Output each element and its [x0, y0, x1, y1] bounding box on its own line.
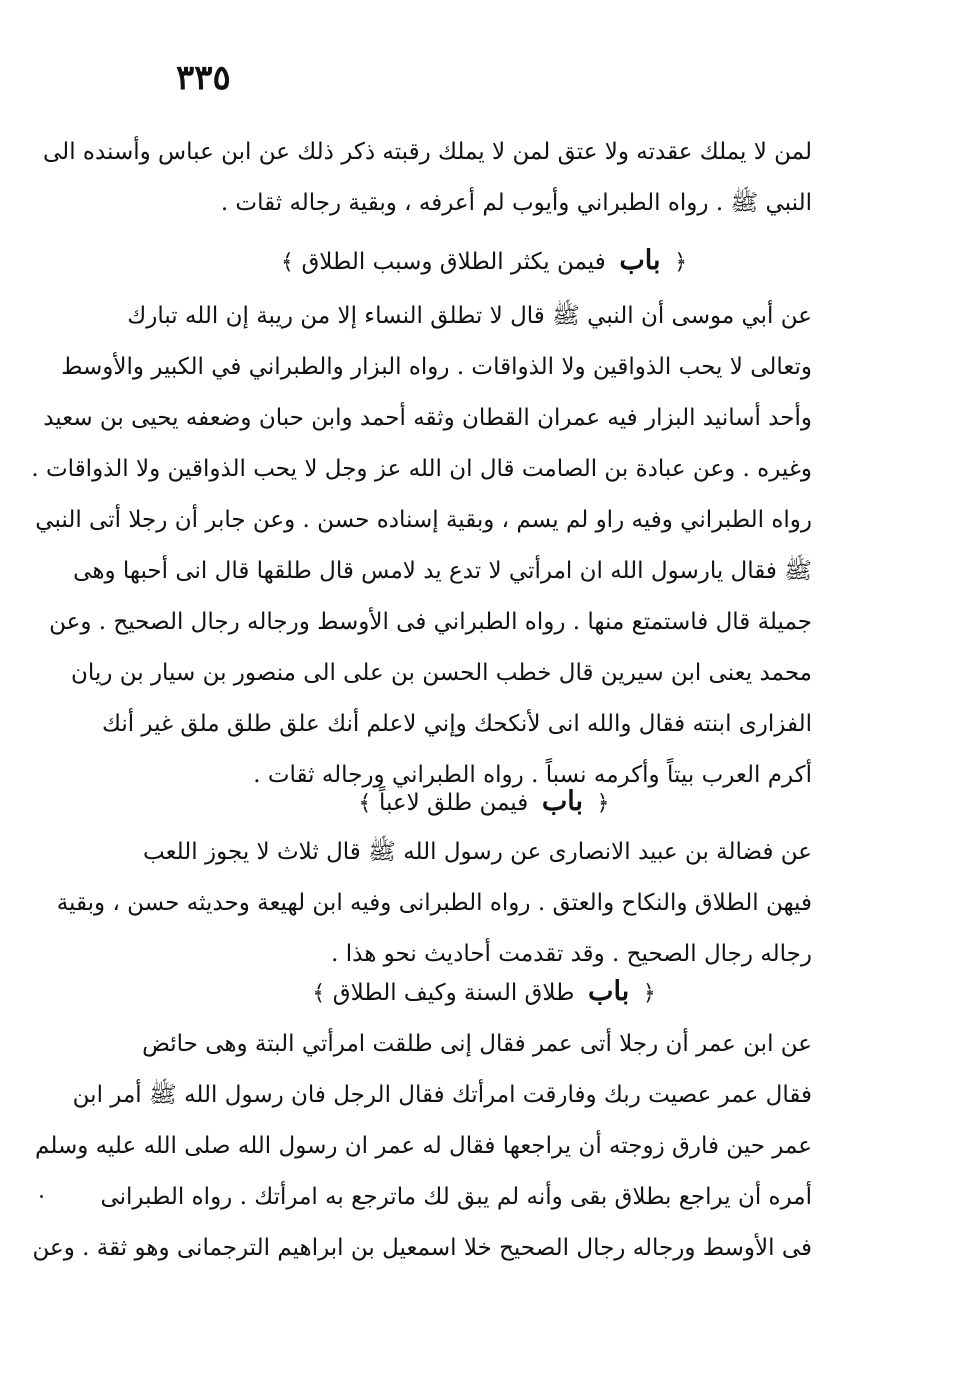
heading-bab-word: باب — [588, 976, 630, 1007]
text-line: عن فضالة بن عبيد الانصارى عن رسول الله ﷺ قال ثلاث لا يجوز اللعب — [143, 839, 812, 865]
heading-open-bracket: ﴿ — [674, 250, 688, 275]
text-line: فيهن الطلاق والنكاح والعتق . رواه الطبرانى وفيه ابن لهيعة وحديثه حسن ، وبقية — [56, 890, 812, 916]
text-line: وأحد أسانيد البزار فيه عمران القطان وثقه أحمد وابن حبان وضعفه يحيى بن سعيد — [43, 405, 812, 431]
text-line: رواه الطبراني وفيه راو لم يسم ، وبقية إسناده حسن . وعن جابر أن رجلا أتى النبي — [35, 507, 812, 533]
text-line: أكرم العرب بيتاً وأكرمه نسباً . رواه الطبراني ورجاله ثقات . — [253, 762, 812, 788]
paragraph-jest-divorce — [56, 827, 812, 980]
paragraph-sunnah-divorce — [32, 1019, 812, 1274]
text-line: النبي ﷺ . رواه الطبراني وأيوب لم أعرفه ، وبقية رجاله ثقات . — [220, 190, 812, 216]
heading-open-bracket: ﴿ — [596, 791, 610, 816]
text-line: عن ابن عمر أن رجلا أتى عمر فقال إنى طلقت امرأتي البتة وهى حائض — [142, 1031, 812, 1057]
heading-title: طلاق السنة وكيف الطلاق — [332, 980, 575, 1006]
heading-close-bracket: ﴾ — [312, 981, 326, 1006]
text-line: فقال عمر عصيت ربك وفارقت امرأتك فقال الرجل فان رسول الله ﷺ أمر ابن — [72, 1082, 812, 1108]
text-line: جميلة قال فاستمتع منها . رواه الطبراني فى الأوسط ورجاله رجال الصحيح . وعن — [49, 609, 812, 635]
text-line: الفزارى ابنته فقال والله انى لأنكحك وإني لاعلم أنك علق طلق ملق غير أنك — [101, 711, 812, 737]
chapter-heading — [156, 968, 812, 1016]
heading-title: فيمن طلق لاعباً — [378, 790, 529, 816]
chapter-heading — [156, 237, 812, 285]
paragraph-continuation — [43, 127, 812, 229]
heading-bab-word: باب — [619, 245, 661, 276]
heading-close-bracket: ﴾ — [280, 250, 294, 275]
text-line: أمره أن يراجع بطلاق بقى وأنه لم يبق لك ماترجع به امرأتك . رواه الطبرانى — [100, 1184, 812, 1210]
text-line: عمر حين فارق زوجته أن يراجعها فقال له عمر ان رسول الله صلى الله عليه وسلم — [35, 1133, 812, 1159]
text-line: وتعالى لا يحب الذواقين ولا الذواقات . رواه البزار والطبراني في الكبير والأوسط — [61, 354, 812, 380]
heading-close-bracket: ﴾ — [358, 791, 372, 816]
text-line: ﷺ فقال يارسول الله ان امرأتي لا تدع يد لامس قال طلقها قال انى أحبها وهى — [73, 558, 812, 584]
chapter-heading — [156, 778, 812, 826]
paragraph-hadith-divorce — [31, 291, 812, 801]
text-line: وغيره . وعن عبادة بن الصامت قال ان الله عز وجل لا يحب الذواقين ولا الذواقات . — [31, 456, 812, 482]
scan-speck — [40, 1195, 43, 1198]
text-line: عن أبي موسى أن النبي ﷺ قال لا تطلق النساء إلا من ريبة إن الله تبارك — [127, 303, 812, 329]
heading-open-bracket: ﴿ — [642, 981, 656, 1006]
text-line: لمن لا يملك عقدته ولا عتق لمن لا يملك رقبته ذكر ذلك عن ابن عباس وأسنده الى — [43, 139, 812, 165]
text-line: فى الأوسط ورجاله رجال الصحيح خلا اسمعيل بن ابراهيم الترجمانى وهو ثقة . وعن — [32, 1235, 812, 1261]
text-line: رجاله رجال الصحيح . وقد تقدمت أحاديث نحو هذا . — [331, 941, 812, 967]
heading-bab-word: باب — [541, 786, 584, 817]
page-number: ٣٣٥ — [176, 58, 231, 98]
text-line: محمد يعنى ابن سيرين قال خطب الحسن بن على الى منصور بن سيار بن ريان — [71, 660, 812, 686]
heading-title: فيمن يكثر الطلاق وسبب الطلاق — [301, 249, 606, 275]
